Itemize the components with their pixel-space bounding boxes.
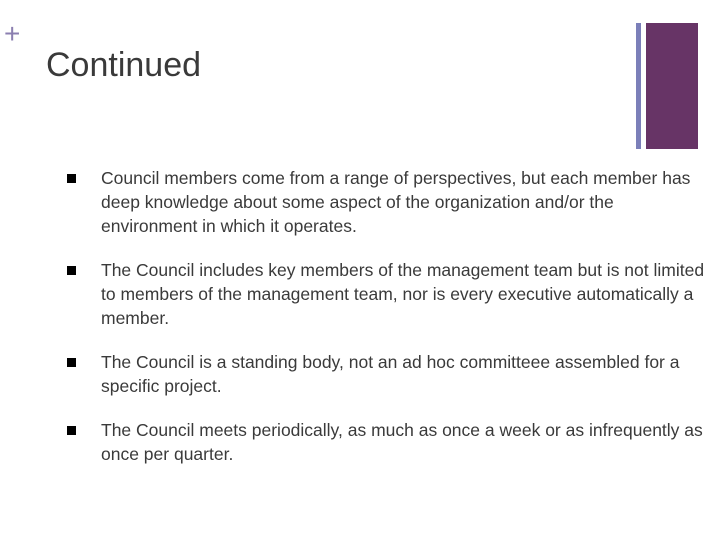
bullet-text: The Council includes key members of the management team but is not limited to members of the management team, nor is every executive automatically a member. <box>101 260 705 328</box>
bullet-item-1 <box>84 166 714 238</box>
square-bullet-icon <box>67 266 76 275</box>
bullet-item-2 <box>84 258 714 330</box>
bullet-list <box>67 166 705 486</box>
slide-title: Continued <box>46 46 202 84</box>
bullet-text: The Council is a standing body, not an ad hoc committeee assembled for a specific project. <box>101 352 680 396</box>
square-bullet-icon <box>67 426 76 435</box>
plus-icon: + <box>4 18 21 49</box>
bullet-item-4 <box>84 418 714 466</box>
bullet-text: Council members come from a range of perspectives, but each member has deep knowledge about some aspect of the organization and/or the environment in which it operates. <box>101 168 691 236</box>
bullet-text: The Council meets periodically, as much as once a week or as infrequently as once per quarter. <box>101 420 703 464</box>
bullet-item-3 <box>84 350 714 398</box>
square-bullet-icon <box>67 174 76 183</box>
square-bullet-icon <box>67 358 76 367</box>
accent-bar-thin <box>636 23 641 149</box>
accent-block <box>646 23 698 149</box>
